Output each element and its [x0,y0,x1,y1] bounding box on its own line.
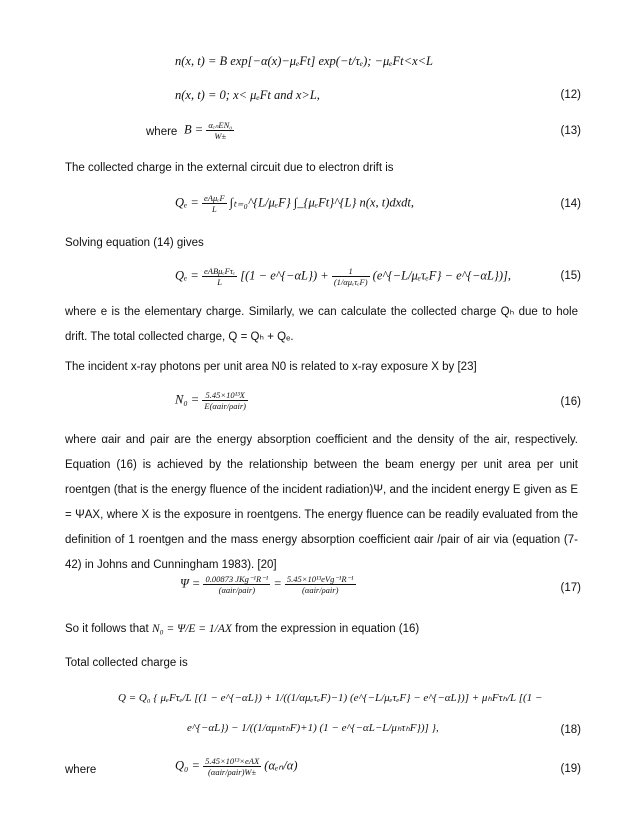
equation-number-14: (14) [560,198,581,210]
equation-Q-line2: e^{−αL}) − 1/((1/αμₕτₕF)+1) (1 − e^{−αL−L/μₕτₕF})] }, [187,722,439,734]
paragraph-electron-drift: The collected charge in the external circuit due to electron drift is [65,162,394,174]
paragraph-it-follows: So it follows that N₀ = Ψ/E = 1/AX from the expression in equation (16) [65,623,420,635]
equation-Q-line1: Q = Q₀ { μₑFτₑ/L [(1 − e^{−αL}) + 1/((1/αμₑτₑF)−1) (e^{−L/μₑτₑF} − e^{−αL})] + μₕFτₕ/L [(1 − [118,692,543,704]
equation-B: B = $\frac{\text{αₑₙEN₀}}{W\pm}$ [184,120,233,141]
where-label-1: where [146,126,178,138]
equation-number-18: (18) [560,724,581,736]
equation-n-line1: n(x, t) = B exp[−α(x)−μₑFt] exp(−t/τₑ); −μₑFt<x<L [175,54,434,68]
paragraph-incident-photons: The incident x-ray photons per unit area N0 is related to x-ray exposure X by [23] [65,361,477,373]
equation-Q0: Q₀ = $\frac{\text{5.45×10¹³×eAX}}{\text{(αair/ρair)W±}}$ (αₑₙ/α) [175,756,298,777]
equation-N0: N₀ = $\frac{\text{5.45×10¹³X}}{\text{E(αair/ρair)}}$ [175,390,246,411]
equation-Qe-solution: Qₑ = $\frac{\text{eABμₑFτₑ}}{L}$ [(1 − e^{−αL}) + $\frac{1}{\text{(1/αμₑτₑF)}}$ (e^{−L/μₑτₑF} − e^{−αL})], [175,266,512,287]
paragraph-energy-absorption: where αair and ρair are the energy absorption coefficient and the density of the air, respectively. Equation (16) is achieved by the relationship between the beam energy per unit area per unit roentgen (that is the energy fluence of the incident radiation)Ψ, and the incident energy E given as E = ΨAX, where X is the exposure in roentgens. The energy fluence can be readily evaluated from the definition of 1 roentgen and the mass energy absorption coefficient αair /pair of air via (equation (7-42) in Johns and Cunningham 1983). [20] [65,434,578,571]
equation-n-line2: n(x, t) = 0; x< μₑFt and x>L, [175,88,320,102]
paragraph-total-charge: Total collected charge is [65,657,188,669]
equation-number-16: (16) [560,396,581,408]
equation-number-15: (15) [560,270,581,282]
equation-number-19: (19) [560,763,581,775]
paragraph-elementary-charge: where e is the elementary charge. Similarly, we can calculate the collected charge Qₕ due to hole drift. The total collected charge, Q = Qₕ + Qₑ. [65,306,578,343]
equation-number-13: (13) [560,125,581,137]
equation-number-17: (17) [560,582,581,594]
equation-Qe-integral: Qₑ = $\frac{\text{eAμₑF}}{L}$ ∫ₜ₌₀^{L/μₑF} ∫_{μₑFt}^{L} n(x, t)dxdt, [175,193,415,214]
paragraph-solving: Solving equation (14) gives [65,237,204,249]
equation-Psi: Ψ = $\frac{\text{0.00873 JKg⁻¹R⁻¹}}{\text{(αair/ρair)}}$ = $\frac{\text{5.45×10¹³eVg⁻¹R⁻¹}}{\text{(αair/ρair)}}$ [180,574,354,595]
equation-number-12: (12) [560,89,581,101]
where-label-2: where [65,764,97,776]
